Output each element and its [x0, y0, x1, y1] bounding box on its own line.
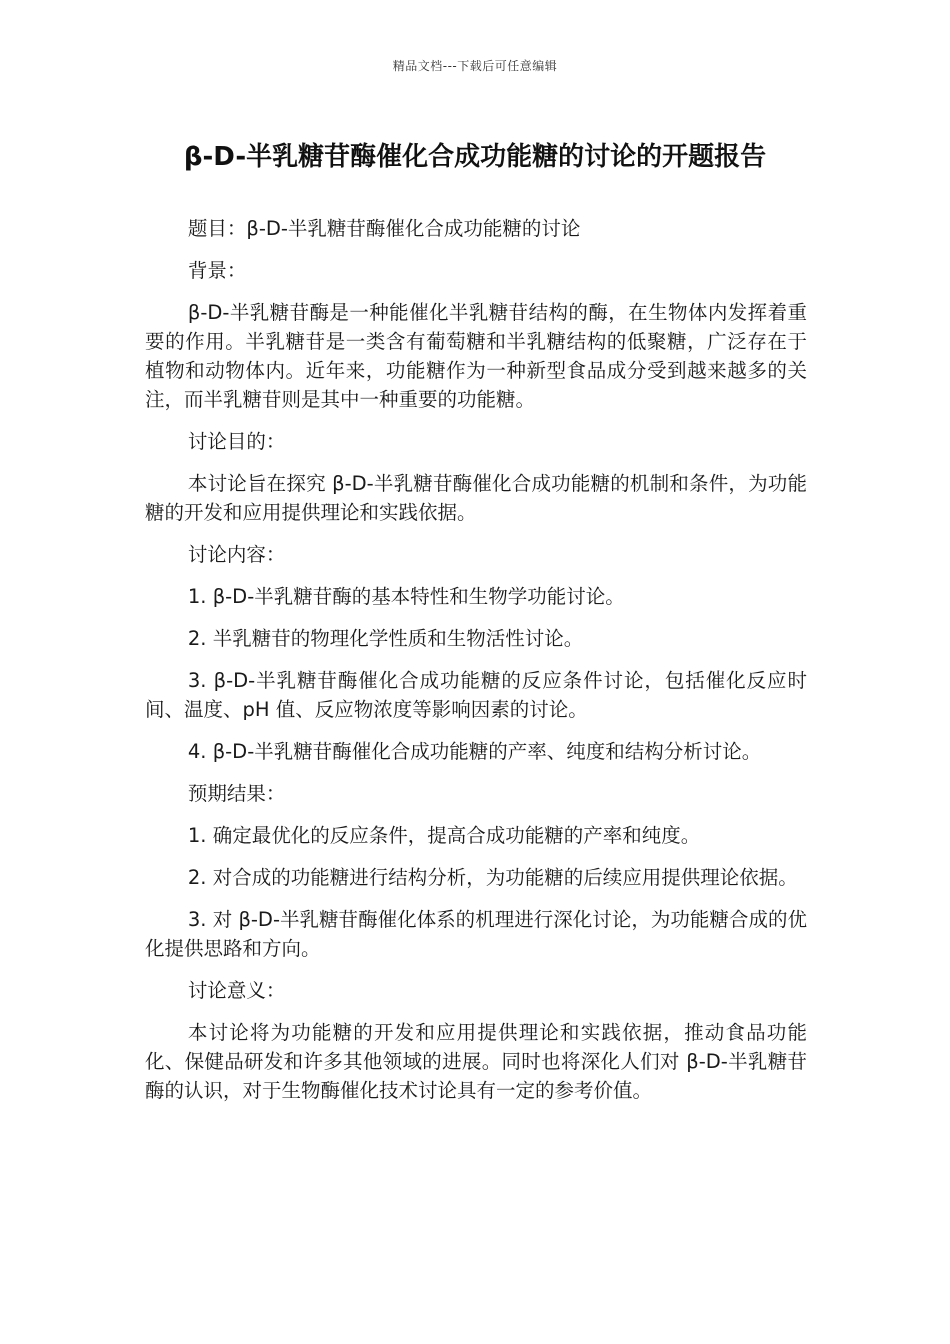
- section-heading-significance: 讨论意义：: [187, 979, 286, 1002]
- topic-line: 题目：β-D-半乳糖苷酶催化合成功能糖的讨论: [187, 217, 581, 240]
- section-heading-background: 背景：: [187, 259, 247, 282]
- section-heading-expected-results: 预期结果：: [187, 782, 286, 805]
- content-item: 1. β-D-半乳糖苷酶的基本特性和生物学功能讨论。: [187, 585, 625, 608]
- significance-paragraph: 本讨论将为功能糖的开发和应用提供理论和实践依据，推动食品功能化、保健品研发和许多其他领域的进展。同时也将深化人们对 β-D-半乳糖苷酶的认识，对于生物酶催化技术讨论具有一定的参考价值。: [145, 1021, 807, 1102]
- background-paragraph: β-D-半乳糖苷酶是一种能催化半乳糖苷结构的酶，在生物体内发挥着重要的作用。半乳糖苷是一类含有葡萄糖和半乳糖结构的低聚糖，广泛存在于植物和动物体内。近年来，功能糖作为一种新型食品成分受到越来越多的关注，而半乳糖苷则是其中一种重要的功能糖。: [145, 301, 807, 411]
- purpose-paragraph: 本讨论旨在探究 β-D-半乳糖苷酶催化合成功能糖的机制和条件，为功能糖的开发和应用提供理论和实践依据。: [145, 472, 807, 524]
- document-body: [145, 214, 807, 1118]
- document-title: β-D-半乳糖苷酶催化合成功能糖的讨论的开题报告: [183, 142, 767, 172]
- expected-result-item: 3. 对 β-D-半乳糖苷酶催化体系的机理进行深化讨论，为功能糖合成的优化提供思路和方向。: [145, 908, 807, 960]
- expected-result-item: 2. 对合成的功能糖进行结构分析，为功能糖的后续应用提供理论依据。: [187, 866, 798, 889]
- section-heading-content: 讨论内容：: [187, 543, 286, 566]
- content-item: 4. β-D-半乳糖苷酶催化合成功能糖的产率、纯度和结构分析讨论。: [187, 740, 762, 763]
- content-item: 2. 半乳糖苷的物理化学性质和生物活性讨论。: [187, 627, 584, 650]
- section-heading-purpose: 讨论目的：: [187, 430, 286, 453]
- content-item: 3. β-D-半乳糖苷酶催化合成功能糖的反应条件讨论，包括催化反应时间、温度、pH 值、反应物浓度等影响因素的讨论。: [145, 669, 807, 721]
- page-header-watermark: 精品文档---下载后可任意编辑: [392, 59, 558, 73]
- expected-result-item: 1. 确定最优化的反应条件，提高合成功能糖的产率和纯度。: [187, 824, 701, 847]
